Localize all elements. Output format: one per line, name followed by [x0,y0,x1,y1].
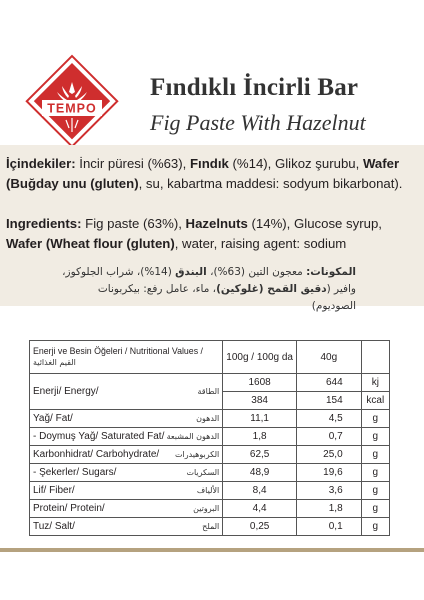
nutrient-label: Tuz/ Salt/ [33,521,75,532]
value-per40: 0,7 [297,428,362,446]
value-per40: 154 [297,392,362,410]
table-row: - Doymuş Yağ/ Saturated Fat/ الدهون المشبعة 1,8 0,7 g [30,428,390,446]
table-row: Tuz/ Salt/ الملح 0,25 0,1 g [30,518,390,536]
value-per40: 4,5 [297,410,362,428]
product-title-turkish: Fındıklı İncirli Bar [150,74,359,101]
unit: g [361,500,389,518]
table-row [30,374,390,392]
nutrient-label: Protein/ Protein/ [33,503,105,514]
value-per100: 1,8 [223,428,297,446]
value-per100: 11,1 [223,410,297,428]
unit: g [361,518,389,536]
ingredients-turkish: İçindekiler: İncir püresi (%63), Fındık (%14), Glikoz şurubu, Wafer (Buğday unu (gluten), su, kabartma maddesi: sodyum bikarbonat). [6,156,403,191]
ingredients-arabic: المكونات: معجون التين (63%)، البندق (14%)، شراب الجلوكوز، وافير (دقيق القمح (غلوكين)، ماء، عامل رفع: بيكربونات الصوديوم) [62,266,356,312]
unit: kcal [361,392,389,410]
ingredients-label: İçindekiler: [6,156,76,171]
nutrient-label: Karbonhidrat/ Carbohydrate/ [33,449,160,460]
value-per40: 3,6 [297,482,362,500]
bottom-divider [0,548,424,552]
value-per40: 1,8 [297,500,362,518]
nutrition-header-label: Enerji ve Besin Öğeleri / Nutritional Values / القيم الغذائية [30,341,223,374]
table-row: - Şekerler/ Sugars/ السكريات 48,9 19,6 g [30,464,390,482]
nutrition-header-row [30,341,390,374]
nutrient-label: Yağ/ Fat/ [33,413,73,424]
nutrient-label: - Şekerler/ Sugars/ [33,467,117,478]
unit: g [361,446,389,464]
value-per40: 25,0 [297,446,362,464]
unit: g [361,428,389,446]
value-per100: 384 [223,392,297,410]
nutrition-header-per100: 100g / 100g da [223,341,297,374]
ingredients-label: Ingredients: [6,216,82,231]
table-row: Lif/ Fiber/ الألياف 8,4 3,6 g [30,482,390,500]
value-per100: 8,4 [223,482,297,500]
unit: g [361,482,389,500]
value-per100: 4,4 [223,500,297,518]
table-row: Karbonhidrat/ Carbohydrate/ الكربوهيدرات 62,5 25,0 g [30,446,390,464]
nutrition-header-per40: 40g [297,341,362,374]
unit: g [361,464,389,482]
value-per100: 1608 [223,374,297,392]
value-per100: 62,5 [223,446,297,464]
nutrition-table [29,340,390,536]
tempo-logo [22,52,122,152]
nutrition-label-energy: Enerji/ Energy/ الطاقة [30,374,223,410]
svg-text:TEMPO: TEMPO [47,101,97,116]
nutrient-label: - Doymuş Yağ/ Saturated Fat/ [33,431,165,442]
value-per100: 0,25 [223,518,297,536]
unit: g [361,410,389,428]
table-row: Protein/ Protein/ البروتين 4,4 1,8 g [30,500,390,518]
value-per40: 19,6 [297,464,362,482]
unit: kj [361,374,389,392]
table-row: Yağ/ Fat/ الدهون 11,1 4,5 g [30,410,390,428]
value-per100: 48,9 [223,464,297,482]
product-title-english: Fig Paste With Hazelnut [150,110,366,135]
ingredients-english: Ingredients: Fig paste (63%), Hazelnuts (14%), Glucose syrup, Wafer (Wheat flour (gluten), water, raising agent: sodium [6,216,382,251]
nutrient-label: Lif/ Fiber/ [33,485,75,496]
nutrition-header-unit [361,341,389,374]
value-per40: 644 [297,374,362,392]
value-per40: 0,1 [297,518,362,536]
